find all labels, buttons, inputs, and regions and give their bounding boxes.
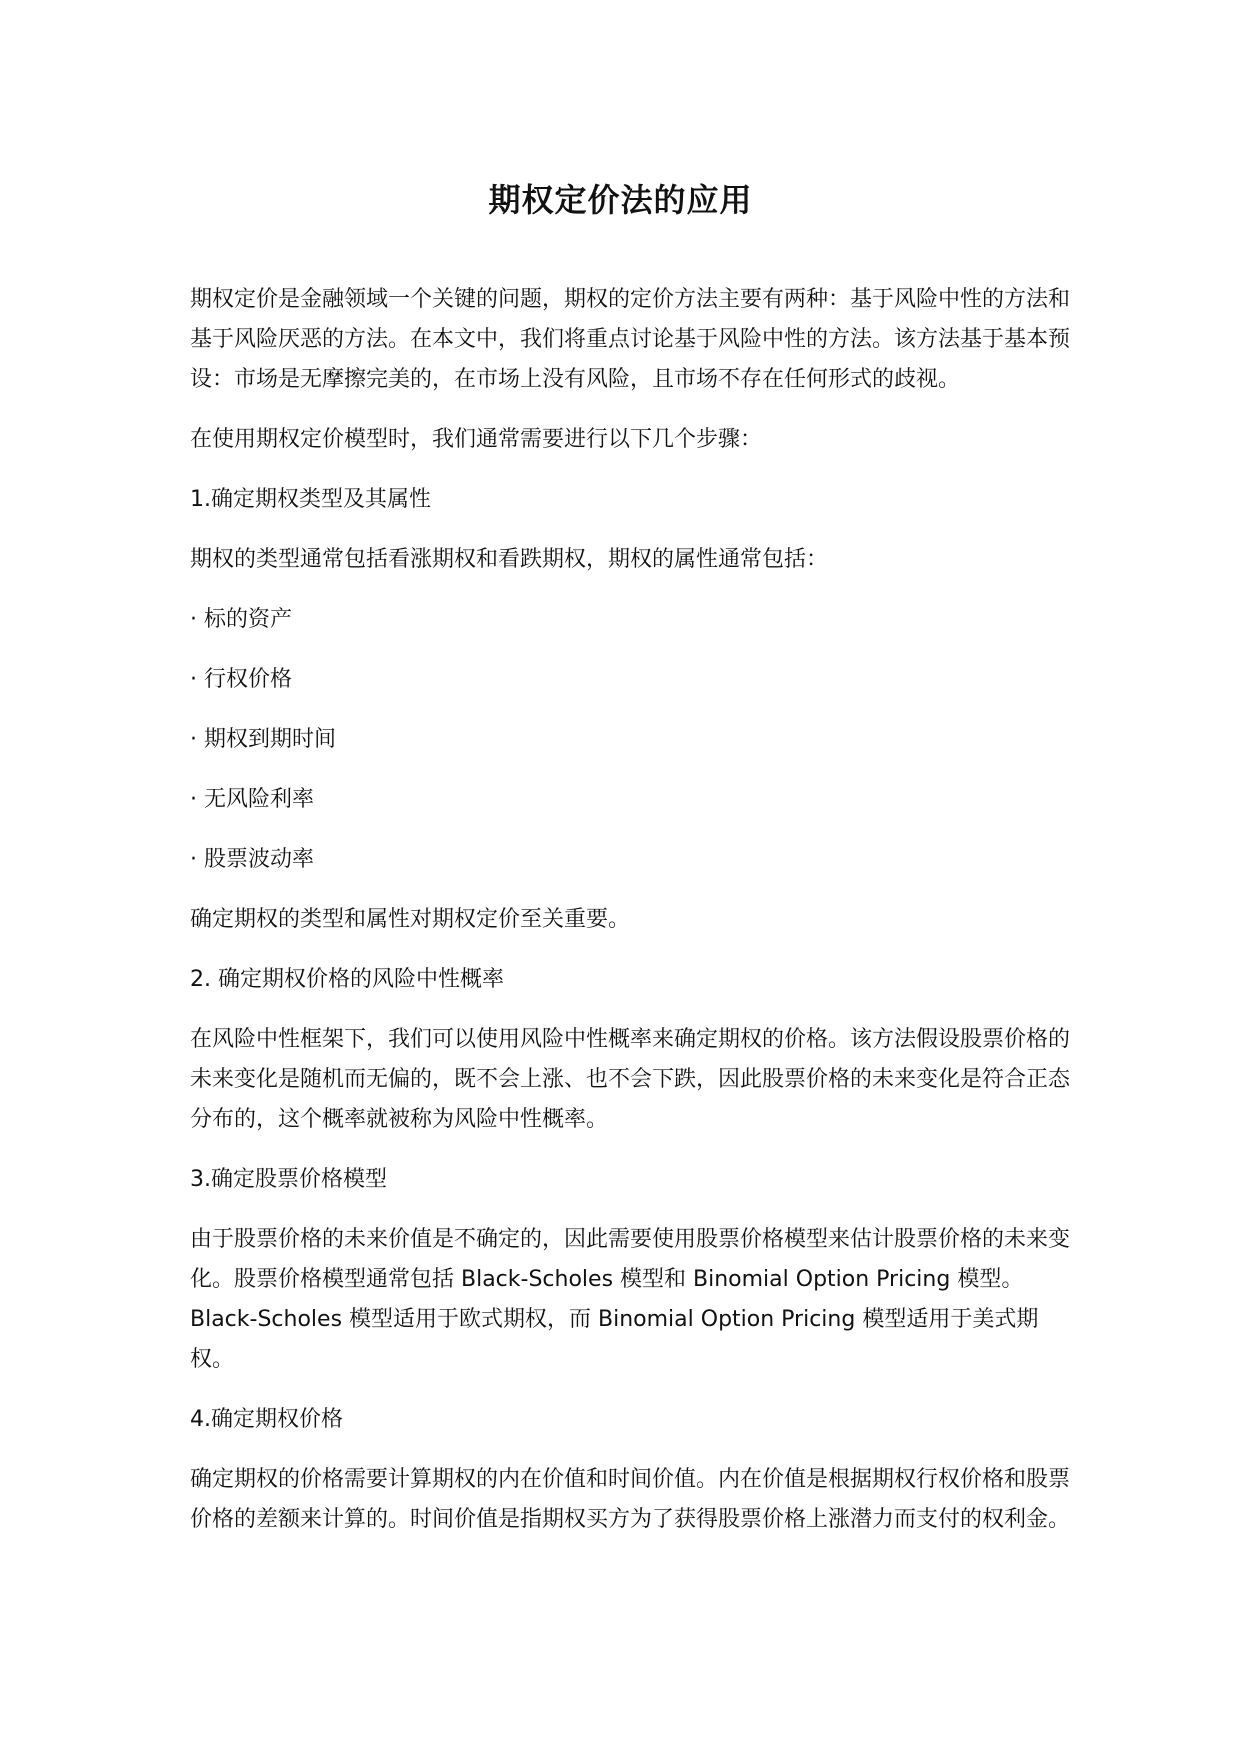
steps-intro-paragraph: 在使用期权定价模型时，我们通常需要进行以下几个步骤： [190,427,763,452]
section-heading-1: 1.确定期权类型及其属性 [190,487,431,512]
option-price-paragraph: 确定期权的价格需要计算期权的内在价值和时间价值。内在价值是根据期权行权价格和股票价格的差额来计算的。时间价值是指期权买方为了获得股票价格上涨潜力而支付的权利金。 [190,1467,1071,1532]
risk-neutral-paragraph: 在风险中性框架下，我们可以使用风险中性概率来确定期权的价格。该方法假设股票价格的未来变化是随机而无偏的，既不会上涨、也不会下跌，因此股票价格的未来变化是符合正态分布的，这个概率就被称为风险中性概率。 [190,1027,1071,1132]
document-body [190,280,1080,1560]
list-item: · 标的资产 [190,607,292,632]
document-title: 期权定价法的应用 [488,181,753,219]
stock-model-paragraph: 由于股票价格的未来价值是不确定的，因此需要使用股票价格模型来估计股票价格的未来变化。股票价格模型通常包括 Black-Scholes 模型和 Binomial Option Pricing 模型。Black-Scholes 模型适用于欧式期权，而 Binomial Option Pricing 模型适用于美式期权。 [190,1227,1071,1372]
section-heading-4: 4.确定期权价格 [190,1407,343,1432]
section-heading-2: 2. 确定期权价格的风险中性概率 [190,967,504,992]
list-item: · 股票波动率 [190,847,314,872]
list-item: · 期权到期时间 [190,727,336,752]
option-types-paragraph: 期权的类型通常包括看涨期权和看跌期权，期权的属性通常包括： [190,547,829,572]
list-item: · 无风险利率 [190,787,314,812]
importance-paragraph: 确定期权的类型和属性对期权定价至关重要。 [190,907,631,932]
list-item: · 行权价格 [190,667,292,692]
section-heading-3: 3.确定股票价格模型 [190,1167,387,1192]
intro-paragraph: 期权定价是金融领域一个关键的问题，期权的定价方法主要有两种：基于风险中性的方法和基于风险厌恶的方法。在本文中，我们将重点讨论基于风险中性的方法。该方法基于基本预设：市场是无摩擦完美的，在市场上没有风险，且市场不存在任何形式的歧视。 [190,287,1071,392]
